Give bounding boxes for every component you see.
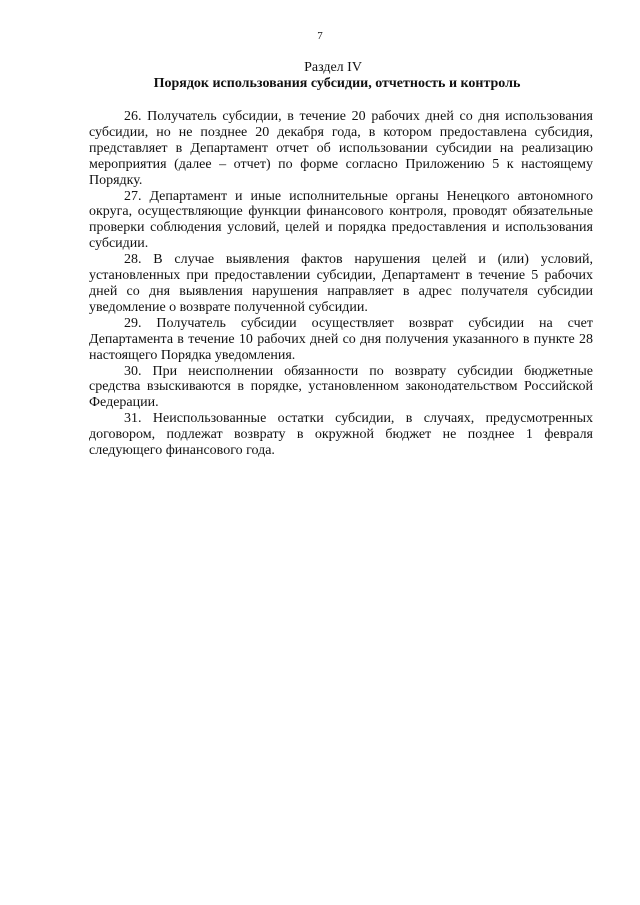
page-number: 7 <box>317 30 323 42</box>
paragraph-29: 29. Получатель субсидии осуществляет возврат субсидии на счет Департамента в течение 10 рабочих дней со дня получения указанного в пункте 28 настоящего Порядка уведомления. <box>89 315 593 363</box>
section-body <box>89 109 593 459</box>
section-title: Порядок использования субсидии, отчетность и контроль <box>153 76 521 91</box>
paragraph-28: 28. В случае выявления фактов нарушения целей и (или) условий, установленных при предоставлении субсидии, Департамент в течение 5 рабочих дней со дня выявления нарушения направляет в адрес получателя субсидии уведомление о возврате полученной субсидии. <box>89 252 593 315</box>
paragraph-26: 26. Получатель субсидии, в течение 20 рабочих дней со дня использования субсидии, но не позднее 20 декабря года, в котором предоставлена субсидия, представляет в Департамент отчет об использовании субсидии на реализацию мероприятия (далее – отчет) по форме согласно Приложению 5 к настоящему Порядку. <box>89 109 593 188</box>
section-label: Раздел IV <box>304 60 362 75</box>
paragraph-31: 31. Неиспользованные остатки субсидии, в случаях, предусмотренных договором, подлежат возврату в окружной бюджет не позднее 1 февраля следующего финансового года. <box>89 411 593 459</box>
paragraph-27: 27. Департамент и иные исполнительные органы Ненецкого автономного округа, осуществляющие функции финансового контроля, проводят обязательные проверки соблюдения условий, целей и порядка предоставления и использования субсидии. <box>89 188 593 252</box>
paragraph-30: 30. При неисполнении обязанности по возврату субсидии бюджетные средства взыскиваются в порядке, установленном законодательством Российской Федерации. <box>89 363 593 411</box>
